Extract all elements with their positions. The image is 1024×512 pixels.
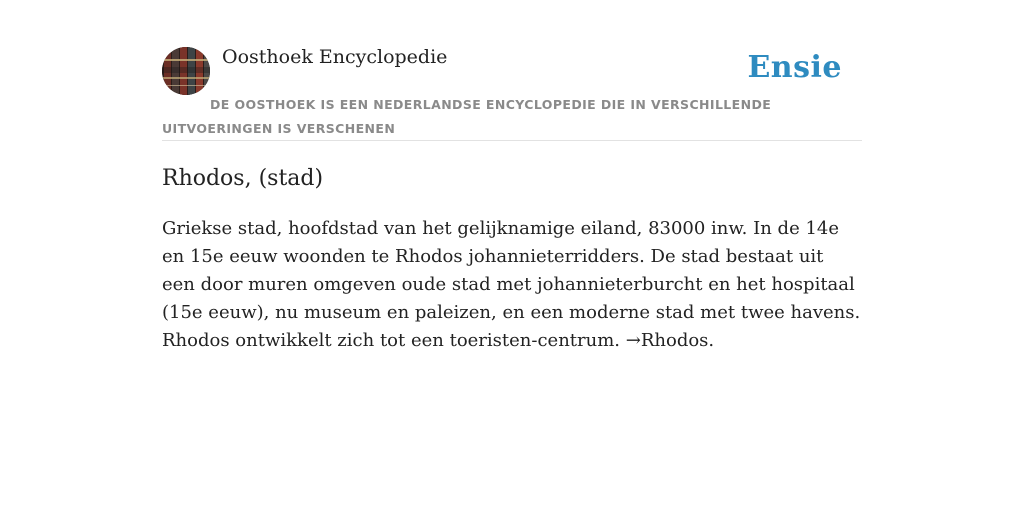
source-header — [162, 44, 862, 141]
article — [162, 163, 862, 355]
source-avatar[interactable] — [162, 47, 210, 95]
ensie-logo[interactable]: Ensie — [747, 50, 842, 85]
article-body — [162, 215, 862, 355]
cross-reference-link[interactable] — [626, 330, 714, 351]
encyclopedia-books-image — [162, 47, 210, 95]
arrow-right-icon: → — [625, 330, 641, 351]
article-title: Rhodos, (stad) — [162, 166, 324, 191]
article-body-text: Griekse stad, hoofdstad van het gelijknamige eiland, 83000 inw. In de 14e en 15e eeuw woonden te Rhodos johannieterridders. De stad bestaat uit een door muren omgeven oude stad met johannieterburcht en het hospitaal (15e eeuw), nu museum en paleizen, en een moderne stad met twee havens. Rhodos ontwikkelt zich tot een toeristen-centrum. — [162, 218, 861, 351]
source-description: DE OOSTHOEK IS EEN NEDERLANDSE ENCYCLOPEDIE DIE IN VERSCHILLENDE UITVOERINGEN IS VERSCHENEN — [162, 97, 772, 136]
source-name[interactable]: Oosthoek Encyclopedie — [222, 46, 448, 68]
cross-reference-label: Rhodos. — [640, 330, 715, 351]
